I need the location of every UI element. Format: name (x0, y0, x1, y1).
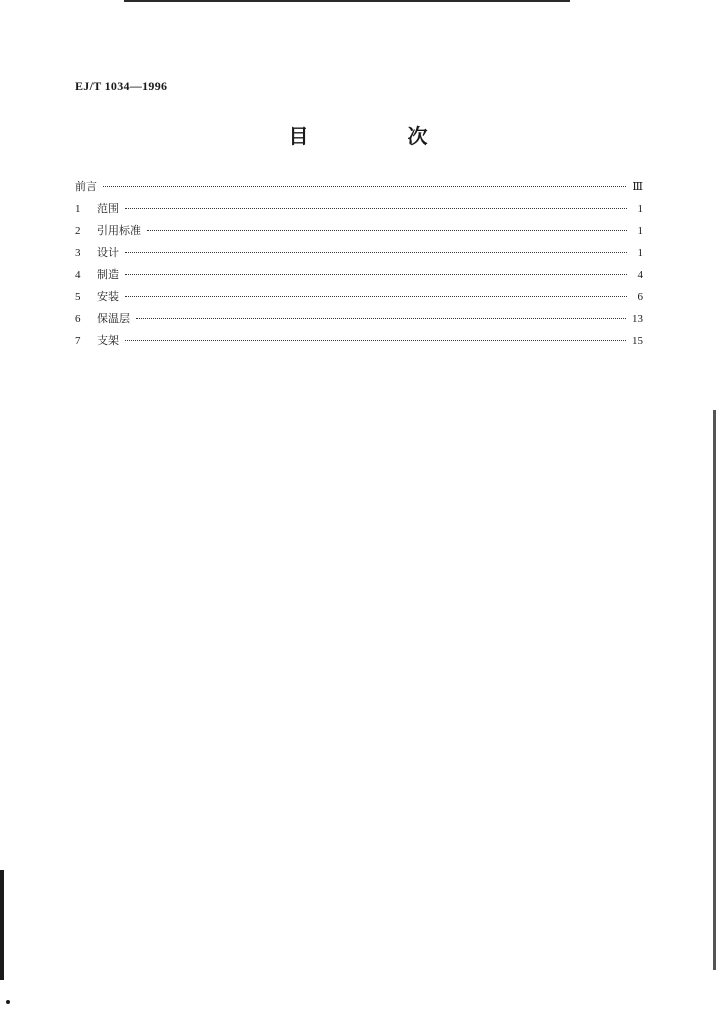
toc-dot-leader (125, 274, 627, 275)
toc-title: 目 次 (288, 124, 474, 148)
toc-entry-label: 安装 (97, 290, 119, 303)
toc-entry-label: 设计 (97, 246, 119, 259)
toc-entry-label: 引用标准 (97, 224, 141, 237)
toc-entry-scope[interactable] (75, 200, 643, 222)
toc-entry-manufacture[interactable] (75, 266, 643, 288)
document-code: EJ/T 1034—1996 (75, 79, 168, 93)
toc-dot-leader (125, 252, 627, 253)
toc-entry-page: 6 (637, 291, 643, 303)
toc-entry-number: 5 (75, 291, 81, 303)
toc-entry-number: 2 (75, 225, 81, 237)
toc-entry-label: 保温层 (97, 312, 130, 325)
scan-edge-mark (0, 870, 4, 980)
toc-entry-label: 支架 (97, 334, 119, 347)
toc-entry-preface[interactable] (75, 178, 643, 200)
toc-entry-page: 15 (632, 335, 643, 347)
toc-entry-page: 4 (637, 269, 643, 281)
toc-entry-number: 7 (75, 335, 81, 347)
toc-entry-page: 13 (632, 313, 643, 325)
toc-dot-leader (125, 296, 627, 297)
toc-entry-normative-references[interactable] (75, 222, 643, 244)
toc-entry-number: 4 (75, 269, 81, 281)
toc-entry-insulation[interactable] (75, 310, 643, 332)
toc-dot-leader (125, 340, 626, 341)
toc-entry-supports[interactable] (75, 332, 643, 354)
toc-dot-leader (125, 208, 627, 209)
toc-entry-installation[interactable] (75, 288, 643, 310)
toc-entry-page: 1 (637, 247, 643, 259)
toc-entry-label: 制造 (97, 268, 119, 281)
toc-entry-label: 前言 (75, 180, 97, 193)
toc-entry-page: Ⅲ (632, 181, 643, 193)
toc-entry-number: 1 (75, 203, 81, 215)
toc-entry-page: 1 (637, 225, 643, 237)
scan-border-top (124, 0, 570, 2)
table-of-contents (75, 178, 643, 354)
toc-entry-number: 6 (75, 313, 81, 325)
toc-dot-leader (147, 230, 627, 231)
toc-entry-number: 3 (75, 247, 81, 259)
toc-dot-leader (136, 318, 626, 319)
toc-entry-page: 1 (637, 203, 643, 215)
toc-dot-leader (103, 186, 626, 187)
toc-entry-label: 范围 (97, 202, 119, 215)
scan-speck (6, 1000, 10, 1004)
toc-entry-design[interactable] (75, 244, 643, 266)
